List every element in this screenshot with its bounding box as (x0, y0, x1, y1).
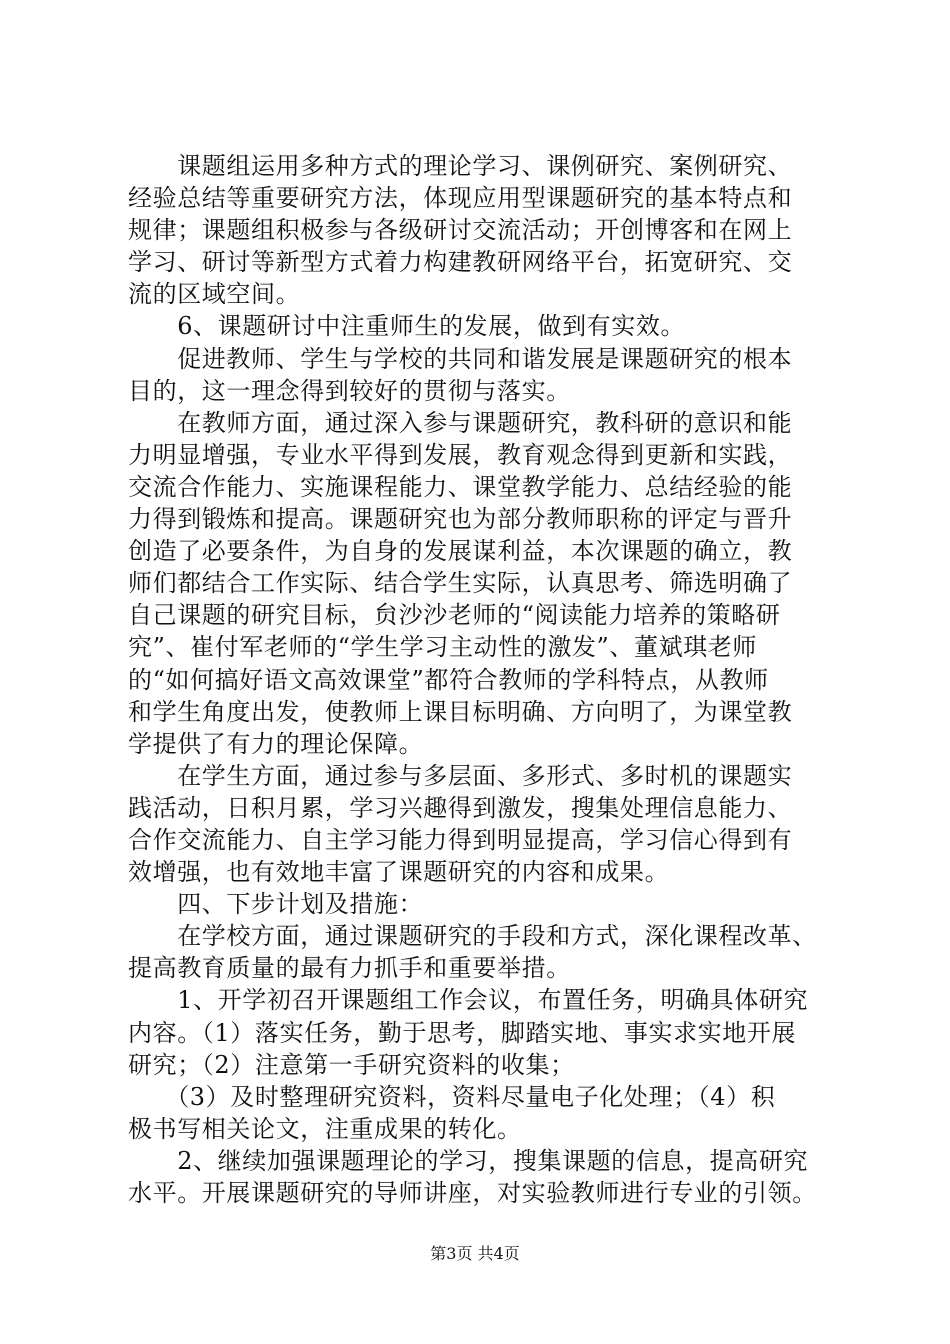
text-line: 水平。开展课题研究的导师讲座，对实验教师进行专业的引领。 (128, 1179, 817, 1207)
text-line: 力明显增强，专业水平得到发展，教育观念得到更新和实践， (128, 440, 793, 469)
text-line: 促进教师、学生与学校的共同和谐发展是课题研究的根本 (128, 344, 793, 373)
text-line: 和学生角度出发，使教师上课目标明确、方向明了，为课堂教 (128, 697, 793, 726)
text-line: 内容。（1）落实任务，勤于思考，脚踏实地、事实求实地开展 (128, 1018, 797, 1047)
text-line: 规律；课题组积极参与各级研讨交流活动；开创博客和在网上 (128, 216, 793, 245)
text-line: 自己课题的研究目标，贠沙沙老师的“阅读能力培养的策略研 (128, 601, 781, 630)
text-line: 研究；（2）注意第一手研究资料的收集； (128, 1050, 575, 1079)
text-line: 课题组运用多种方式的理论学习、课例研究、案例研究、 (128, 152, 793, 180)
text-line: 流的区域空间。 (128, 280, 301, 309)
text-line: 经验总结等重要研究方法，体现应用型课题研究的基本特点和 (128, 184, 793, 213)
text-line: 合作交流能力、自主学习能力得到明显提高，学习信心得到有 (128, 825, 793, 854)
text-line: 的“如何搞好语文高效课堂”都符合教师的学科特点，从教师 (128, 665, 769, 694)
text-line: 学提供了有力的理论保障。 (128, 729, 424, 758)
text-line: 极书写相关论文，注重成果的转化。 (128, 1114, 522, 1143)
text-line: 提高教育质量的最有力抓手和重要举措。 (128, 954, 571, 983)
text-line: 在学校方面，通过课题研究的手段和方式，深化课程改革、 (128, 922, 817, 951)
text-line: 学习、研讨等新型方式着力构建教研网络平台，拓宽研究、交 (128, 248, 793, 277)
text-line: 究”、崔付军老师的“学生学习主动性的激发”、董斌琪老师 (128, 633, 758, 662)
text-line: 在教师方面，通过深入参与课题研究，教科研的意识和能 (128, 408, 793, 437)
text-line: 创造了必要条件，为自身的发展谋利益，本次课题的确立，教 (128, 537, 793, 566)
text-line: 力得到锻炼和提高。课题研究也为部分教师职称的评定与晋升 (128, 505, 793, 534)
text-line: 1、开学初召开课题组工作会议，布置任务，明确具体研究 (128, 986, 809, 1015)
text-line: 在学生方面，通过参与多层面、多形式、多时机的课题实 (128, 761, 793, 790)
text-line: 四、下步计划及措施： (128, 890, 424, 919)
page-number-footer: 第3页 共4页 (430, 1244, 520, 1263)
text-line: 效增强，也有效地丰富了课题研究的内容和成果。 (128, 858, 670, 887)
text-line: 6、课题研讨中注重师生的发展，做到有实效。 (128, 312, 686, 341)
text-line: 交流合作能力、实施课程能力、课堂教学能力、总结经验的能 (128, 472, 793, 501)
text-line: 师们都结合工作实际、结合学生实际，认真思考、筛选明确了 (128, 569, 793, 598)
text-line: 2、继续加强课题理论的学习，搜集课题的信息，提高研究 (128, 1146, 809, 1175)
text-line: 目的，这一理念得到较好的贯彻与落实。 (128, 376, 571, 405)
document-body (128, 150, 840, 1209)
text-line: （3）及时整理研究资料，资料尽量电子化处理；（4）积 (128, 1082, 776, 1111)
text-line: 践活动，日积月累，学习兴趣得到激发，搜集处理信息能力、 (128, 793, 793, 822)
